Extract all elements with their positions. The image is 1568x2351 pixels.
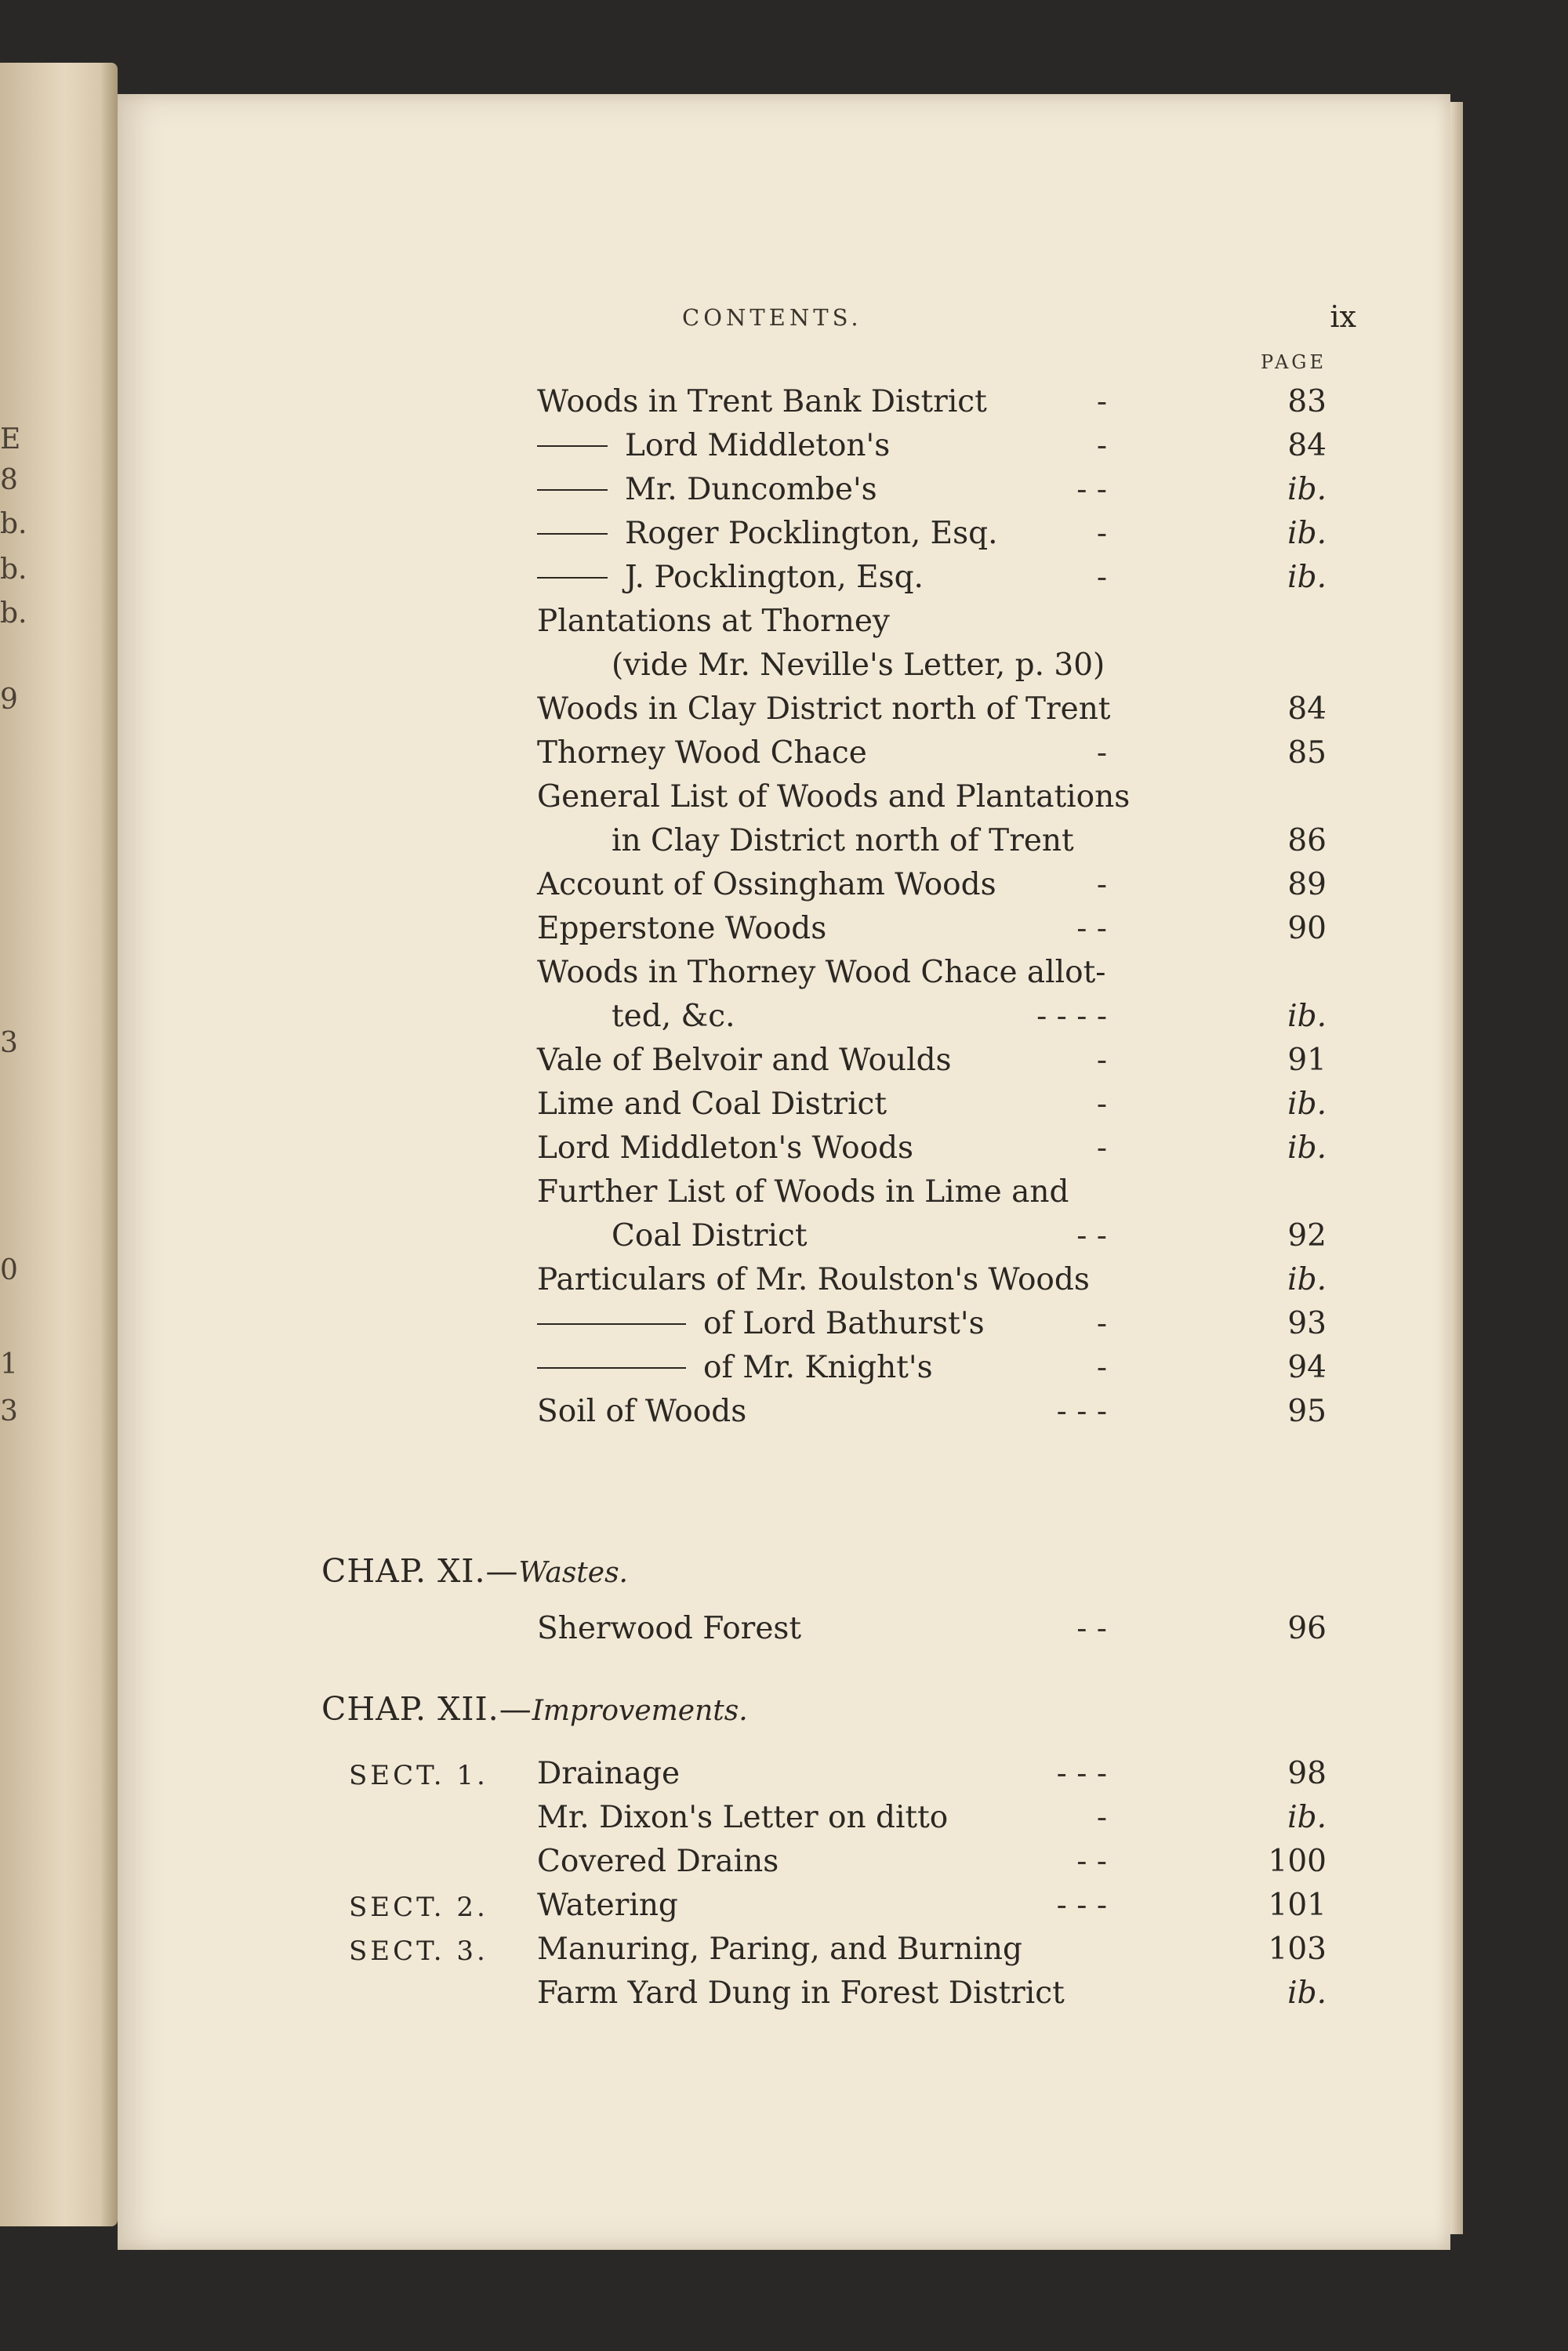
entry-title [537,1346,933,1390]
section-label: SECT. 2. [349,1892,488,1923]
entry-title [537,1170,1069,1214]
entry-title [612,995,735,1039]
contents-entry [118,1170,1450,1214]
contents-entry [118,907,1450,951]
facing-fragment: 8 [0,464,18,496]
entry-page: 85 [1287,735,1327,771]
entry-leader: - [1096,560,1107,595]
entry-text: Lord Middleton's Woods [537,1130,914,1166]
facing-fragment: b. [0,597,27,629]
entry-leader: - [1096,428,1107,463]
contents-entry [118,1840,1450,1884]
entry-title [537,688,1110,731]
entry-leader: - [1096,1087,1107,1122]
entry-page: 91 [1287,1043,1327,1078]
contents-entry [118,644,1450,688]
entry-title [537,731,867,775]
entry-text: Vale of Belvoir and Woulds [537,1043,952,1078]
entry-text: of Mr. Knight's [703,1350,933,1385]
entry-leader: - [1096,1043,1107,1078]
facing-fragment: 3 [0,1027,18,1059]
page-header [682,299,1356,343]
contents-entry [118,775,1450,819]
entry-text: Particulars of Mr. Roulston's Woods [537,1262,1090,1297]
ditto-rule [537,445,608,447]
entry-text: of Lord Bathurst's [703,1306,985,1341]
chapter-heading [321,1690,748,1728]
entry-leader: - [1096,1350,1107,1385]
entry-title [537,951,1105,995]
entry-text: Thorney Wood Chace [537,735,867,771]
entry-title: Covered Drains [537,1844,779,1879]
entry-leader: - - [1076,911,1107,946]
entry-page: ib. [1287,1800,1327,1835]
entry-title [537,1039,952,1083]
section-label: SECT. 1. [349,1760,488,1791]
entry-page: ib. [1287,999,1327,1034]
entry-title [612,644,1105,688]
entry-page: 84 [1287,428,1327,463]
contents-entry [118,1607,1450,1651]
contents-entry [118,1127,1450,1170]
facing-page-edge [0,63,118,2226]
entry-page: 100 [1268,1844,1327,1879]
entry-leader: - - [1076,1218,1107,1254]
entry-title [537,907,826,951]
contents-entry [118,1796,1450,1840]
entry-page: 89 [1287,867,1327,902]
entry-page: 92 [1287,1218,1327,1254]
entry-text: Mr. Duncombe's [625,472,877,507]
contents-entry [118,1039,1450,1083]
entry-title [537,1127,913,1170]
entry-text: in Clay District north of Trent [612,823,1074,858]
entry-title [537,1083,887,1127]
entry-title [537,512,997,556]
contents-entry [118,819,1450,863]
contents-entry [118,688,1450,731]
facing-fragment: b. [0,553,27,586]
entry-leader: - - - [1056,1888,1107,1923]
entry-text: Woods in Clay District north of Trent [537,691,1111,727]
entry-leader: - [1096,1306,1107,1341]
contents-entry [118,1302,1450,1346]
ditto-rule [537,577,608,579]
entry-page: 83 [1287,384,1327,419]
facing-fragment: b. [0,508,27,540]
chapter-heading [321,1552,628,1590]
entry-text: Lime and Coal District [537,1087,887,1122]
facing-fragment: 9 [0,684,18,716]
contents-entry [118,1083,1450,1127]
entry-page: ib. [1287,1975,1327,2011]
contents-entry [118,995,1450,1039]
entry-text: ted, &c. [612,999,735,1034]
entry-leader: - [1096,1130,1107,1166]
contents-entry [118,1928,1450,1972]
chapter-title: Improvements. [532,1695,748,1727]
contents-entry [118,600,1450,644]
entry-text: Soil of Woods [537,1394,747,1429]
entry-title [537,380,987,424]
chapter-entries [118,1752,1450,2015]
entry-title: Sherwood Forest [537,1611,802,1646]
entry-page: 84 [1287,691,1327,727]
entry-leader: - [1096,384,1107,419]
chapter-label: CHAP. XI.— [321,1552,519,1590]
facing-fragment: 1 [0,1348,18,1380]
contents-entry [118,863,1450,907]
ditto-rule [537,533,608,535]
section-label: SECT. 3. [349,1936,488,1967]
entry-page: 86 [1287,823,1327,858]
entry-page: 96 [1287,1611,1327,1646]
entry-title [537,1302,985,1346]
contents-page [118,94,1450,2250]
entry-title: Farm Yard Dung in Forest District [537,1975,1065,2011]
entry-page: 94 [1287,1350,1327,1385]
entry-page: ib. [1287,1262,1327,1297]
entry-text: Plantations at Thorney [537,604,890,639]
entry-leader: - [1096,735,1107,771]
ditto-rule [537,1323,686,1325]
chapter-label: CHAP. XII.— [321,1690,532,1728]
page-column-heading: PAGE [1261,351,1327,373]
chapter-title: Wastes. [518,1557,628,1589]
entry-title [537,1390,746,1434]
entry-page: 95 [1287,1394,1327,1429]
contents-entry [118,1258,1450,1302]
entry-page: ib. [1287,516,1327,551]
entry-leader: - [1096,516,1107,551]
entry-leader: - - [1076,472,1107,507]
facing-fragment: E [0,423,21,455]
page-number: ix [1330,299,1356,334]
entry-title: Manuring, Paring, and Burning [537,1932,1022,1967]
entry-title: Mr. Dixon's Letter on ditto [537,1800,949,1835]
contents-entry [118,380,1450,424]
ditto-rule [537,489,608,491]
contents-entry [118,556,1450,600]
entry-text: Account of Ossingham Woods [537,867,996,902]
contents-entry [118,1752,1450,1796]
contents-entry [118,424,1450,468]
contents-entry [118,1390,1450,1434]
contents-entry [118,1214,1450,1258]
entry-leader: - - [1076,1844,1107,1879]
entry-page: ib. [1287,1130,1327,1166]
page-edge [1450,102,1463,2234]
chapter-entries [118,1607,1450,1651]
entry-title [537,1258,1090,1302]
entry-title: Watering [537,1888,678,1923]
entry-text: Epperstone Woods [537,911,827,946]
entry-leader: - - [1076,1611,1107,1646]
contents-entry [118,1346,1450,1390]
entry-text: Lord Middleton's [625,428,891,463]
facing-fragment: 0 [0,1254,18,1286]
entry-page: 90 [1287,911,1327,946]
entry-page: 98 [1287,1756,1327,1791]
entry-text: (vide Mr. Neville's Letter, p. 30) [612,648,1105,683]
entry-leader: - - - - [1036,999,1107,1034]
contents-entry [118,1884,1450,1928]
entry-text: Woods in Trent Bank District [537,384,987,419]
entry-title [537,556,924,600]
entry-leader: - - - [1056,1756,1107,1791]
entry-page: ib. [1287,1087,1327,1122]
entry-leader: - [1096,867,1107,902]
contents-entry [118,951,1450,995]
contents-entry [118,731,1450,775]
entry-title: Drainage [537,1756,681,1791]
contents-entry [118,468,1450,512]
entry-text: J. Pocklington, Esq. [625,560,924,595]
contents-entry [118,512,1450,556]
entry-text: Roger Pocklington, Esq. [625,516,998,551]
entry-leader: - - - [1056,1394,1107,1429]
entry-title [537,468,877,512]
entry-page: ib. [1287,560,1327,595]
entry-title [537,863,996,907]
entry-title [612,1214,808,1258]
contents-entry [118,1972,1450,2015]
contents-list [118,380,1450,1434]
entry-page: 101 [1268,1888,1327,1923]
entry-text: Woods in Thorney Wood Chace allot- [537,955,1106,990]
ditto-rule [537,1367,686,1369]
entry-title [537,424,890,468]
entry-title [537,775,1130,819]
entry-page: 93 [1287,1306,1327,1341]
running-title: CONTENTS. [682,304,862,331]
entry-title [537,600,890,644]
facing-fragment: 3 [0,1395,18,1428]
entry-title [612,819,1074,863]
entry-leader: - [1096,1800,1107,1835]
entry-text: Further List of Woods in Lime and [537,1174,1069,1210]
entry-text: Coal District [612,1218,808,1254]
entry-page: 103 [1268,1932,1327,1967]
entry-page: ib. [1287,472,1327,507]
entry-text: General List of Woods and Plantations [537,779,1131,815]
